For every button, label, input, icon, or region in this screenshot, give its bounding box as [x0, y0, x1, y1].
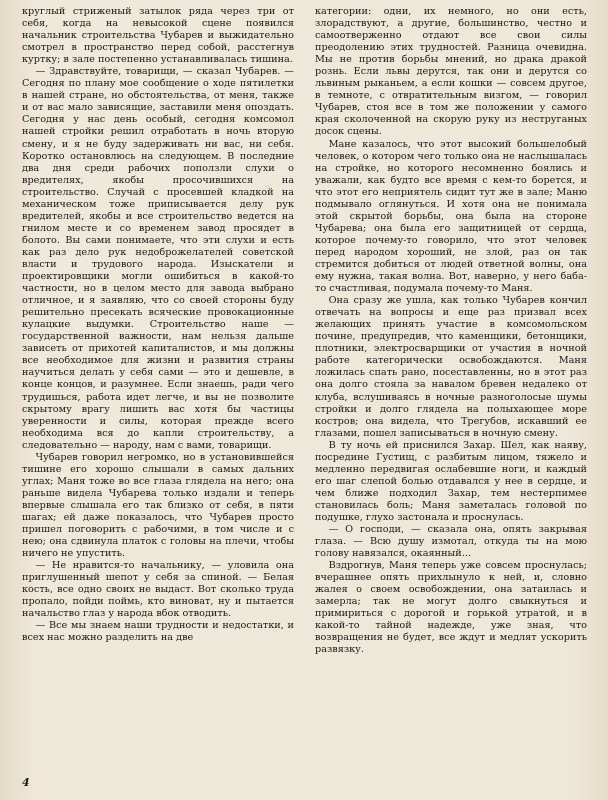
paragraph: Чубарев говорил негромко, но в установившейся тишине его хорошо слышали в самых дальних углах; Маня тоже во все глаза глядела на него; она раньше видела Чубарева только издали и теперь впервые слышала его так близко от себя, в пяти шагах; ей даже показалось, что Чубарев просто пришел поговорить с рабочими, в том числе и с нею; она сдвинула платок с головы на плечи, чтобы ничего не упустить. — [22, 451, 294, 560]
paragraph: — Все мы знаем наши трудности и недостатки, и всех нас можно разделить на две — [22, 620, 294, 644]
page-number: 4 — [22, 776, 30, 789]
paragraph: Она сразу же ушла, как только Чубарев кончил отвечать на вопросы и еще раз призвал всех желающих принять участие в комсомольском почине, предупредив, что каменщики, бетонщики, плотники, электросварщики от участия в ночной работе категорически освобождаются. Маня ложилась спать рано, посеставленны, но в этот раз она долго стояла за навалом бревен недалеко от клуба, вслушиваясь в ночные разноголосые шумы стройки и долго глядела на полыхающее море костров; она видела, что Трегубов, искавший ее глазами, пошел записываться в ночную смену. — [315, 295, 587, 439]
paragraph: круглый стриженый затылок ряда через три от себя, когда на невысокой сцене появился начальник строительства Чубарев и выжидательно смотрел в пространство перед собой, расстегнув куртку; в зале постепенно устанавливалась тишина. — [22, 6, 294, 66]
paragraph: — Не нравится-то начальнику, — уловила она приглушенный шепот у себя за спиной. — Белая кость, все одно своих не выдаст. Вот сколько труда пропало, пойди поймь, кто виноват, ну и пытается начальство глаз у народа вбок отводить. — [22, 560, 294, 620]
paragraph: Мане казалось, что этот высокий большелобый человек, о котором чего только она не наслышалась на стройке, но которого несомненно боялись и уважали, как будто все время с кем-то борется, и что этот его неприятель сидит тут же в зале; Маню подмывало оглянуться. И хотя она не понимала этой скрытой борьбы, она была на стороне Чубарева; она была его защитницей от сердца, которое почему-то говорило, что этот человек перед народом хороший, не злой, раз он так стремится добиться от людей ответной волны, она ему нужна, такая волна. Вот, наверно, у него баба-то счастливая, подумала почему-то Маня. — [315, 138, 587, 295]
right-text-column — [315, 6, 587, 657]
left-text-column — [22, 6, 294, 644]
paragraph: — О господи, — сказала она, опять закрывая глаза. — Всю душу измотал, откуда ты на мою голову навязался, окаянный... — [315, 524, 587, 560]
paragraph: категории: одни, их немного, но они есть, злорадствуют, а другие, большинство, честно и самоотверженно отдают все свои силы преодолению этих трудностей. Разница очевидна. Мы не против борьбы мнений, но драка дракой рознь. Если львы дерутся, так они и дерутся со львиным рыканьем, а если кошки — совсем другое, в темноте, с отвратительным визгом, — говорил Чубарев, стоя все в том же положении у самого края сколоченной на скорую руку из неструганых досок сцены. — [315, 6, 587, 138]
paragraph: Вздрогнув, Маня теперь уже совсем проснулась; вчерашнее опять прихлынуло к ней, и, словно жалея о своем освобождении, она затаилась и замерла; так не могут долго свыкнуться и примириться с дорогой и горькой утратой, и в какой-то тайной надежде, уже зная, что возвращения не будет, все ждут и медлят ускорить развязку. — [315, 560, 587, 656]
paragraph: — Здравствуйте, товарищи, — сказал Чубарев. — Сегодня по плану мое сообщение о ходе пятилетки в нашей стране, но обстоятельства, от меня, также и от вас мало зависящие, заставили меня опоздать. Сегодня у нас день особый, сегодня комсомол нашей стройки решил отработать в ночь вторую смену, и я не буду задерживать ни вас, ни себя. Коротко остановлюсь на следующем. В последние два дня среди рабочих поползли слухи о вредителях, якобы просочившихся на строительство. Случай с просевшей кладкой на механическом тоже приписывается делу рук вредителей, якобы и все строительство ведется на гнилом месте и со временем завод просядет в болото. Вы сами понимаете, что эти слухи и есть как раз дело рук недоброжелателей советской власти и трудового народа. Изыскатели и проектировщики могли ошибиться в какой-то частности, но в целом место для завода выбрано отличное, и я заявляю, что со своей стороны буду решительно пресекать всяческие провокационные кулацкие выдумки. Строительство наше — государственной важности, нам нельзя дальше зависеть от прихотей капиталистов, и мы должны все необходимое для жизни и развития страны научиться делать у себя сами — это и дешевле, в конце концов, и разумнее. Если знаешь, ради чего трудишься, работа идет легче, и вы не позволите скрытому врагу лишить вас хотя бы частицы уверенности и силы, которая прежде всего необходима вся до капли строительству, а следовательно — народу, нам с вами, товарищи. — [22, 66, 294, 451]
paragraph: В ту ночь ей приснился Захар. Шел, как наяву, посредине Густищ, с разбитым лицом, тяжело и медленно передвигая ослабевшие ноги, и каждый его шаг слепой болью отдавался у нее в сердце, и чем ближе подходил Захар, тем нестерпимее становилась боль; Маня заметалась головой по подушке, глухо застонала и проснулась. — [315, 439, 587, 523]
